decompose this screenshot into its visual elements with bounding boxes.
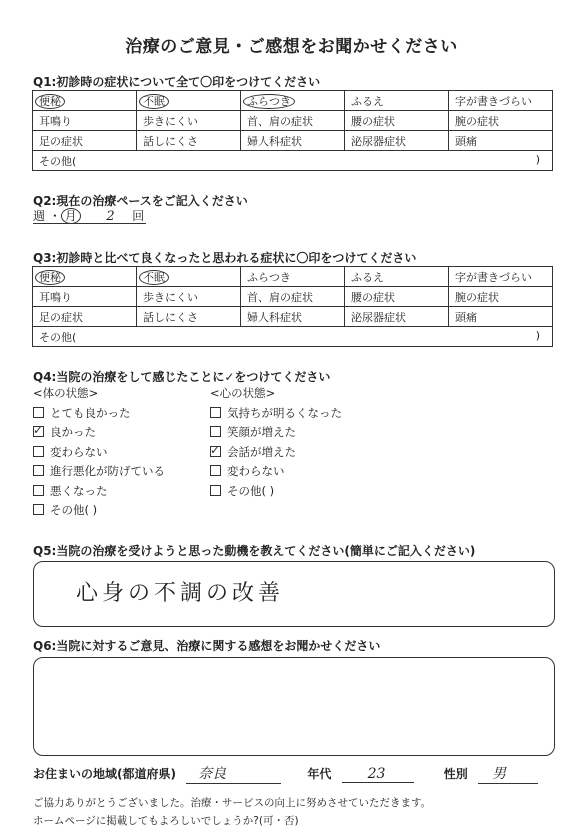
mind-state-option[interactable] bbox=[210, 443, 342, 463]
symptom-cell[interactable] bbox=[345, 287, 449, 307]
symptom-cell[interactable] bbox=[137, 287, 241, 307]
symptom-other-row bbox=[33, 327, 553, 347]
symptom-cell[interactable] bbox=[33, 287, 137, 307]
body-state-option-label: その他( ) bbox=[50, 503, 98, 517]
mind-state-option[interactable] bbox=[210, 482, 342, 502]
q2-unit: 回 bbox=[132, 209, 145, 223]
symptom-other-close: ) bbox=[535, 329, 540, 342]
symptom-cell[interactable] bbox=[241, 131, 345, 151]
q6-answer-box[interactable] bbox=[33, 657, 555, 756]
symptom-cell[interactable] bbox=[137, 131, 241, 151]
body-state-option[interactable] bbox=[33, 443, 165, 463]
body-state-option[interactable] bbox=[33, 423, 165, 443]
checkbox[interactable] bbox=[210, 465, 221, 476]
symptom-label: 婦人科症状 bbox=[247, 310, 302, 324]
symptom-cell[interactable] bbox=[33, 307, 137, 327]
q5-heading: Q5:当院の治療を受けようと思った動機を教えてください(簡単にご記入ください) bbox=[33, 544, 476, 558]
q5-answer-box[interactable] bbox=[33, 561, 555, 627]
q2-pace-answer bbox=[33, 207, 146, 224]
symptom-cell[interactable] bbox=[241, 267, 345, 287]
symptom-cell[interactable] bbox=[345, 267, 449, 287]
region-field[interactable] bbox=[186, 763, 281, 784]
symptom-label-circled: ふらつき bbox=[243, 94, 295, 109]
symptom-cell[interactable] bbox=[33, 111, 137, 131]
age-value: 23 bbox=[367, 766, 386, 782]
mind-state-option-label: その他( ) bbox=[227, 483, 275, 498]
symptom-label: 婦人科症状 bbox=[247, 134, 302, 148]
q2-separator: ・ bbox=[48, 209, 61, 223]
symptom-label: ふるえ bbox=[351, 94, 384, 108]
q2-month-circled: 月 bbox=[61, 208, 81, 224]
symptom-row bbox=[33, 267, 553, 287]
symptom-label: 頭痛 bbox=[455, 134, 477, 148]
body-state-option[interactable] bbox=[33, 462, 165, 482]
symptom-cell[interactable] bbox=[345, 307, 449, 327]
body-state-option[interactable] bbox=[33, 404, 165, 424]
symptom-label: 字が書きづらい bbox=[455, 270, 532, 284]
symptom-cell[interactable] bbox=[449, 131, 553, 151]
checkbox[interactable] bbox=[33, 446, 44, 457]
mind-state-option[interactable] bbox=[210, 462, 342, 482]
body-state-option[interactable] bbox=[33, 501, 165, 521]
symptom-cell[interactable] bbox=[449, 111, 553, 131]
checkbox[interactable] bbox=[33, 407, 44, 418]
q4-mind-column bbox=[210, 384, 342, 501]
body-state-option-label: 進行悪化が防げている bbox=[50, 464, 165, 478]
mind-state-option-label: 笑顔が増えた bbox=[227, 425, 296, 439]
symptom-label: 腕の症状 bbox=[455, 114, 499, 128]
symptom-cell[interactable] bbox=[137, 91, 241, 111]
q4-heading: Q4:当院の治療をして感じたことに✓をつけてください bbox=[33, 370, 331, 384]
symptom-label: 泌尿器症状 bbox=[351, 310, 406, 324]
footer-info bbox=[33, 763, 538, 784]
symptom-other-row bbox=[33, 151, 553, 171]
symptom-cell[interactable] bbox=[241, 91, 345, 111]
checkbox[interactable] bbox=[210, 407, 221, 418]
symptom-cell[interactable] bbox=[241, 307, 345, 327]
region-label: お住まいの地域(都道府県) bbox=[33, 767, 176, 781]
symptom-cell[interactable] bbox=[449, 307, 553, 327]
mind-state-option[interactable] bbox=[210, 404, 342, 424]
symptom-cell[interactable] bbox=[33, 267, 137, 287]
symptom-cell[interactable] bbox=[449, 287, 553, 307]
q4-body-header: <体の状態> bbox=[33, 386, 99, 400]
thanks-note: ご協力ありがとうございました。治療・サービスの向上に努めさせていただきます。 bbox=[33, 797, 432, 809]
symptom-label: 腕の症状 bbox=[455, 290, 499, 304]
symptom-label-circled: 便秘 bbox=[35, 270, 65, 285]
symptom-cell[interactable] bbox=[449, 267, 553, 287]
q2-count: 2 bbox=[106, 209, 115, 224]
q1-heading: Q1:初診時の症状について全て〇印をつけてください bbox=[33, 75, 321, 89]
symptom-row bbox=[33, 111, 553, 131]
body-state-option-label: 悪くなった bbox=[50, 483, 108, 498]
symptom-other-close: ) bbox=[535, 153, 540, 166]
symptom-label: 頭痛 bbox=[455, 310, 477, 324]
symptom-cell[interactable] bbox=[33, 91, 137, 111]
symptom-label-circled: 便秘 bbox=[35, 94, 65, 109]
symptom-label: 歩きにくい bbox=[143, 114, 198, 128]
mind-state-option-label: 気持ちが明るくなった bbox=[227, 405, 342, 420]
symptom-row bbox=[33, 307, 553, 327]
homepage-consent: ホームページに掲載してもよろしいでしょうか?(可・否) bbox=[33, 815, 299, 827]
symptom-row bbox=[33, 91, 553, 111]
symptom-cell[interactable] bbox=[345, 111, 449, 131]
symptom-cell[interactable] bbox=[137, 307, 241, 327]
symptom-other-field[interactable] bbox=[33, 151, 553, 171]
body-state-option-label: 良かった bbox=[50, 425, 96, 439]
symptom-label: 足の症状 bbox=[39, 310, 83, 324]
gender-label: 性別 bbox=[443, 767, 468, 781]
symptom-label-circled: 不眠 bbox=[139, 270, 169, 285]
symptom-cell[interactable] bbox=[33, 131, 137, 151]
checkbox-checked[interactable] bbox=[210, 446, 221, 457]
q3-symptom-table bbox=[32, 266, 553, 347]
region-value: 奈良 bbox=[198, 766, 227, 782]
gender-value: 男 bbox=[491, 766, 506, 782]
symptom-cell[interactable] bbox=[449, 91, 553, 111]
symptom-row bbox=[33, 287, 553, 307]
symptom-label: 耳鳴り bbox=[39, 114, 72, 128]
page-title: 治療のご意見・ご感想をお聞かせください bbox=[125, 37, 458, 57]
mind-state-option-label: 会話が増えた bbox=[227, 444, 296, 459]
symptom-other-label: その他( bbox=[39, 154, 77, 168]
body-state-option[interactable] bbox=[33, 482, 165, 502]
symptom-label: 首、肩の症状 bbox=[247, 114, 313, 128]
symptom-label: 耳鳴り bbox=[39, 290, 72, 304]
symptom-label: ふらつき bbox=[247, 270, 291, 284]
symptom-cell[interactable] bbox=[241, 287, 345, 307]
symptom-cell[interactable] bbox=[345, 131, 449, 151]
symptom-label: 腰の症状 bbox=[351, 290, 395, 304]
q1-symptom-table bbox=[32, 90, 553, 171]
q4-body-column bbox=[33, 384, 165, 521]
gender-field[interactable] bbox=[478, 763, 538, 784]
checkbox[interactable] bbox=[33, 465, 44, 476]
symptom-label: 歩きにくい bbox=[143, 290, 198, 304]
q2-heading: Q2:現在の治療ペースをご記入ください bbox=[33, 194, 248, 208]
symptom-label: ふるえ bbox=[351, 270, 384, 284]
symptom-label: 腰の症状 bbox=[351, 114, 395, 128]
symptom-label: 首、肩の症状 bbox=[247, 290, 313, 304]
checkbox[interactable] bbox=[210, 485, 221, 496]
body-state-option-label: 変わらない bbox=[50, 444, 108, 459]
mind-state-option-label: 変わらない bbox=[227, 464, 285, 478]
symptom-other-field[interactable] bbox=[33, 327, 553, 347]
mind-state-option[interactable] bbox=[210, 423, 342, 443]
symptom-label: 話しにくさ bbox=[143, 134, 198, 148]
symptom-label-circled: 不眠 bbox=[139, 94, 169, 109]
q3-heading: Q3:初診時と比べて良くなったと思われる症状に〇印をつけてください bbox=[33, 251, 417, 265]
q4-mind-header: <心の状態> bbox=[210, 386, 276, 400]
symptom-other-label: その他( bbox=[39, 330, 77, 344]
symptom-cell[interactable] bbox=[137, 111, 241, 131]
symptom-label: 字が書きづらい bbox=[455, 94, 532, 108]
checkbox-checked[interactable] bbox=[33, 426, 44, 437]
symptom-label: 足の症状 bbox=[39, 134, 83, 148]
symptom-cell[interactable] bbox=[241, 111, 345, 131]
symptom-label: 話しにくさ bbox=[143, 310, 198, 324]
symptom-label: 泌尿器症状 bbox=[351, 134, 406, 148]
body-state-option-label: とても良かった bbox=[50, 405, 131, 420]
checkbox[interactable] bbox=[210, 426, 221, 437]
checkbox[interactable] bbox=[33, 504, 44, 515]
q6-heading: Q6:当院に対するご意見、治療に関する感想をお聞かせください bbox=[33, 639, 381, 653]
checkbox[interactable] bbox=[33, 485, 44, 496]
age-field[interactable] bbox=[342, 766, 414, 783]
symptom-cell[interactable] bbox=[345, 91, 449, 111]
symptom-row bbox=[33, 131, 553, 151]
q2-week: 週 bbox=[33, 209, 46, 223]
symptom-cell[interactable] bbox=[137, 267, 241, 287]
age-label: 年代 bbox=[307, 767, 332, 781]
q5-answer-text: 心身の不調の改善 bbox=[76, 581, 285, 606]
